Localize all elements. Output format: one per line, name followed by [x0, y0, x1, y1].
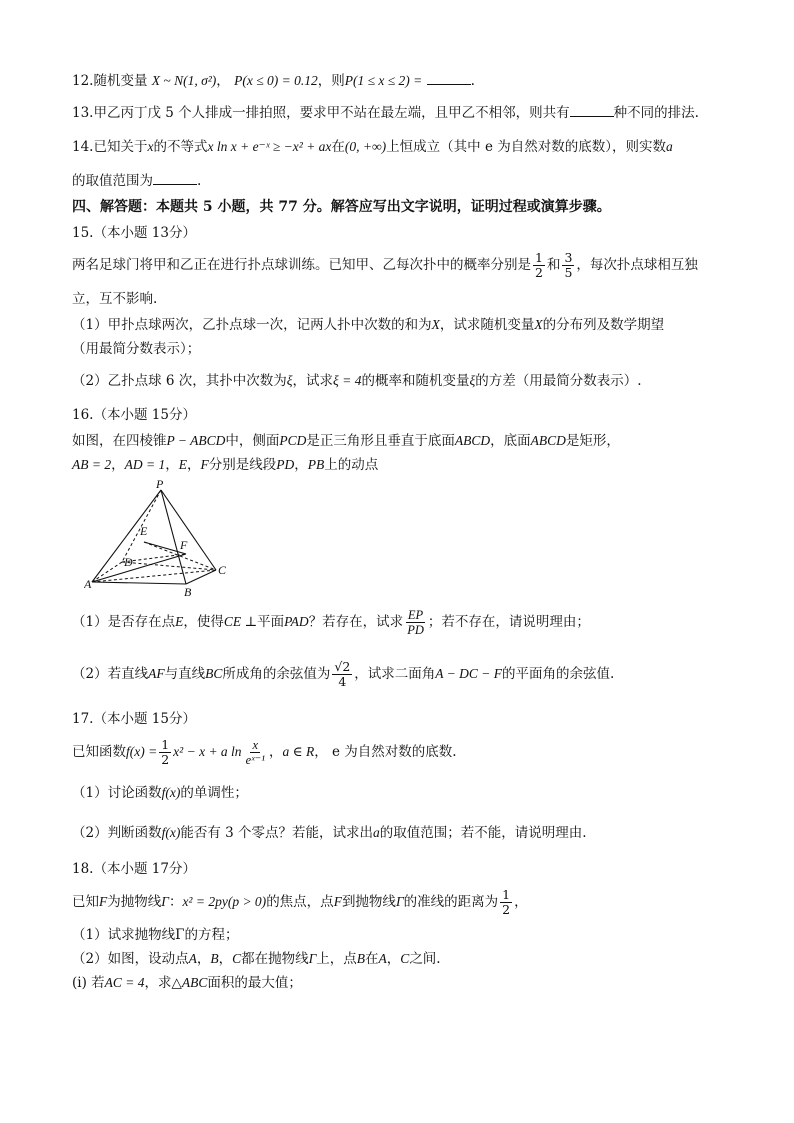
label-B: B	[184, 585, 192, 599]
fraction: $\frac{1}{2}$	[535, 250, 543, 280]
label-C: C	[218, 563, 227, 577]
edge-ab	[92, 582, 186, 584]
fraction: $\frac{x}{\text{eˣ⁻¹}}$	[245, 738, 265, 767]
q18-given: 已知F为抛物线Γ：x² = 2py(p > 0)的焦点，点F到抛物线Γ的准线的距离为 $\frac{1}{2}$ ，	[72, 887, 528, 917]
q16-part1: （1）是否存在点E，使得CE ⊥平面PAD？若存在，试求 $\frac{EP}{PD}$ ；若不存在，请说明理由；	[72, 608, 590, 637]
answer-blank	[570, 104, 614, 117]
q18-part2: （2）如图，设动点A，B，C都在抛物线Γ上，点B在A，C之间.	[72, 951, 441, 967]
question-14-line2: 的取值范围为 .	[72, 173, 202, 189]
question-12: 12.随机变量 X ~ N(1, σ²)， P(x ≤ 0) = 0.12，则P(1 ≤ x ≤ 2) = .	[72, 73, 475, 89]
section-heading: 四、解答题：本题共 5 小题，共 77 分。解答应写出文字说明，证明过程或演算步骤。	[72, 199, 611, 215]
q15-part2: （2）乙扑点球 6 次，其扑中次数为ξ，试求ξ = 4的概率和随机变量ξ的方差（用最简分数表示）.	[72, 373, 642, 389]
pyramid-figure	[84, 478, 234, 600]
q12-lead: 随机变量	[93, 73, 148, 89]
q16-given: 如图，在四棱锥P − ABCD中，侧面PCD是正三角形且垂直于底面ABCD，底面ABCD是矩形，	[72, 433, 620, 449]
fraction: $\frac{1}{2}$	[502, 887, 511, 917]
answer-blank	[153, 172, 197, 185]
q15-part1: （1）甲扑点球两次，乙扑点球一次，记两人扑中次数的和为X，试求随机变量X的分布列及数学期望	[72, 317, 665, 333]
q15-part1-line2: （用最简分数表示）；	[72, 341, 201, 357]
q13-text: 13.甲乙丙丁戊 5 个人排成一排拍照，要求甲不站在最左端，且甲乙不相邻，则共有	[72, 105, 570, 121]
q18-sub-i: (i) 若AC = 4，求△ABC面积的最大值；	[72, 975, 302, 991]
edge-pb	[161, 490, 186, 584]
q16-given-line2: AB = 2，AD = 1，E，F分别是线段PD，PB上的动点	[72, 457, 379, 473]
question-14: 14.已知关于x的不等式x ln x + e⁻ˣ ≥ −x² + ax在(0, +∞)上恒成立（其中 e 为自然对数的底数），则实数a	[72, 139, 673, 155]
label-P: P	[156, 478, 164, 491]
label-A: A	[84, 577, 92, 591]
q12-prob-asked: P(1 ≤ x ≤ 2) =	[344, 73, 423, 88]
fraction: $\frac{EP}{PD}$	[407, 608, 424, 637]
label-F: F	[180, 538, 188, 552]
edge-ad-hidden	[92, 562, 122, 582]
q18-part1: （1）试求抛物线Γ的方程；	[72, 927, 239, 943]
q15-header: 15.（本小题 13分）	[72, 225, 196, 241]
q14-inequality: x ln x + e⁻ˣ ≥ −x² + ax	[207, 139, 332, 154]
edge-pc	[161, 490, 216, 570]
q17-part2: （2）判断函数f(x)能否有 3 个零点？若能，试求出a的取值范围；若不能，请说明理由.	[72, 825, 587, 841]
q17-part1: （1）讨论函数f(x)的单调性；	[72, 785, 248, 801]
q12-prob-given: P(x ≤ 0) = 0.12	[234, 73, 318, 88]
line-af	[92, 554, 186, 582]
q17-given: 已知函数f(x) = $\frac{1}{2}$ x² − x + a ln $\frac{x}{\text{eˣ⁻¹}}$ ，a ∈ R， e 为自然对数的底数.	[72, 737, 457, 767]
answer-blank	[427, 72, 471, 85]
q12-distribution: X ~ N(1, σ²)	[151, 73, 217, 88]
q12-number: 12.	[72, 73, 94, 89]
q15-intro: 两名足球门将甲和乙正在进行扑点球训练。已知甲、乙每次扑中的概率分别是 $\frac{1}{2}$ 和 $\frac{3}{5}$ ，每次扑点球相互独	[72, 250, 698, 280]
q15-intro-line2: 立，互不影响.	[72, 291, 158, 307]
edge-bc	[186, 570, 216, 584]
q16-header: 16.（本小题 15分）	[72, 407, 196, 423]
fraction: $\frac{1}{2}$	[161, 737, 170, 767]
question-13: 13.甲乙丙丁戊 5 个人排成一排拍照，要求甲不站在最左端，且甲乙不相邻，则共有 种不同的排法.	[72, 105, 699, 121]
fraction: $\frac{3}{5}$	[564, 250, 573, 280]
q17-header: 17.（本小题 15分）	[72, 711, 196, 727]
label-E: E	[140, 524, 148, 538]
q16-part2: （2）若直线AF与直线BC所成角的余弦值为 $\frac{√2}{4}$ ，试求二面角A − DC − F的平面角的余弦值.	[72, 659, 615, 689]
fraction: $\frac{√2}{4}$	[334, 659, 351, 689]
label-D: D	[124, 555, 133, 569]
q18-header: 18.（本小题 17分）	[72, 861, 196, 877]
